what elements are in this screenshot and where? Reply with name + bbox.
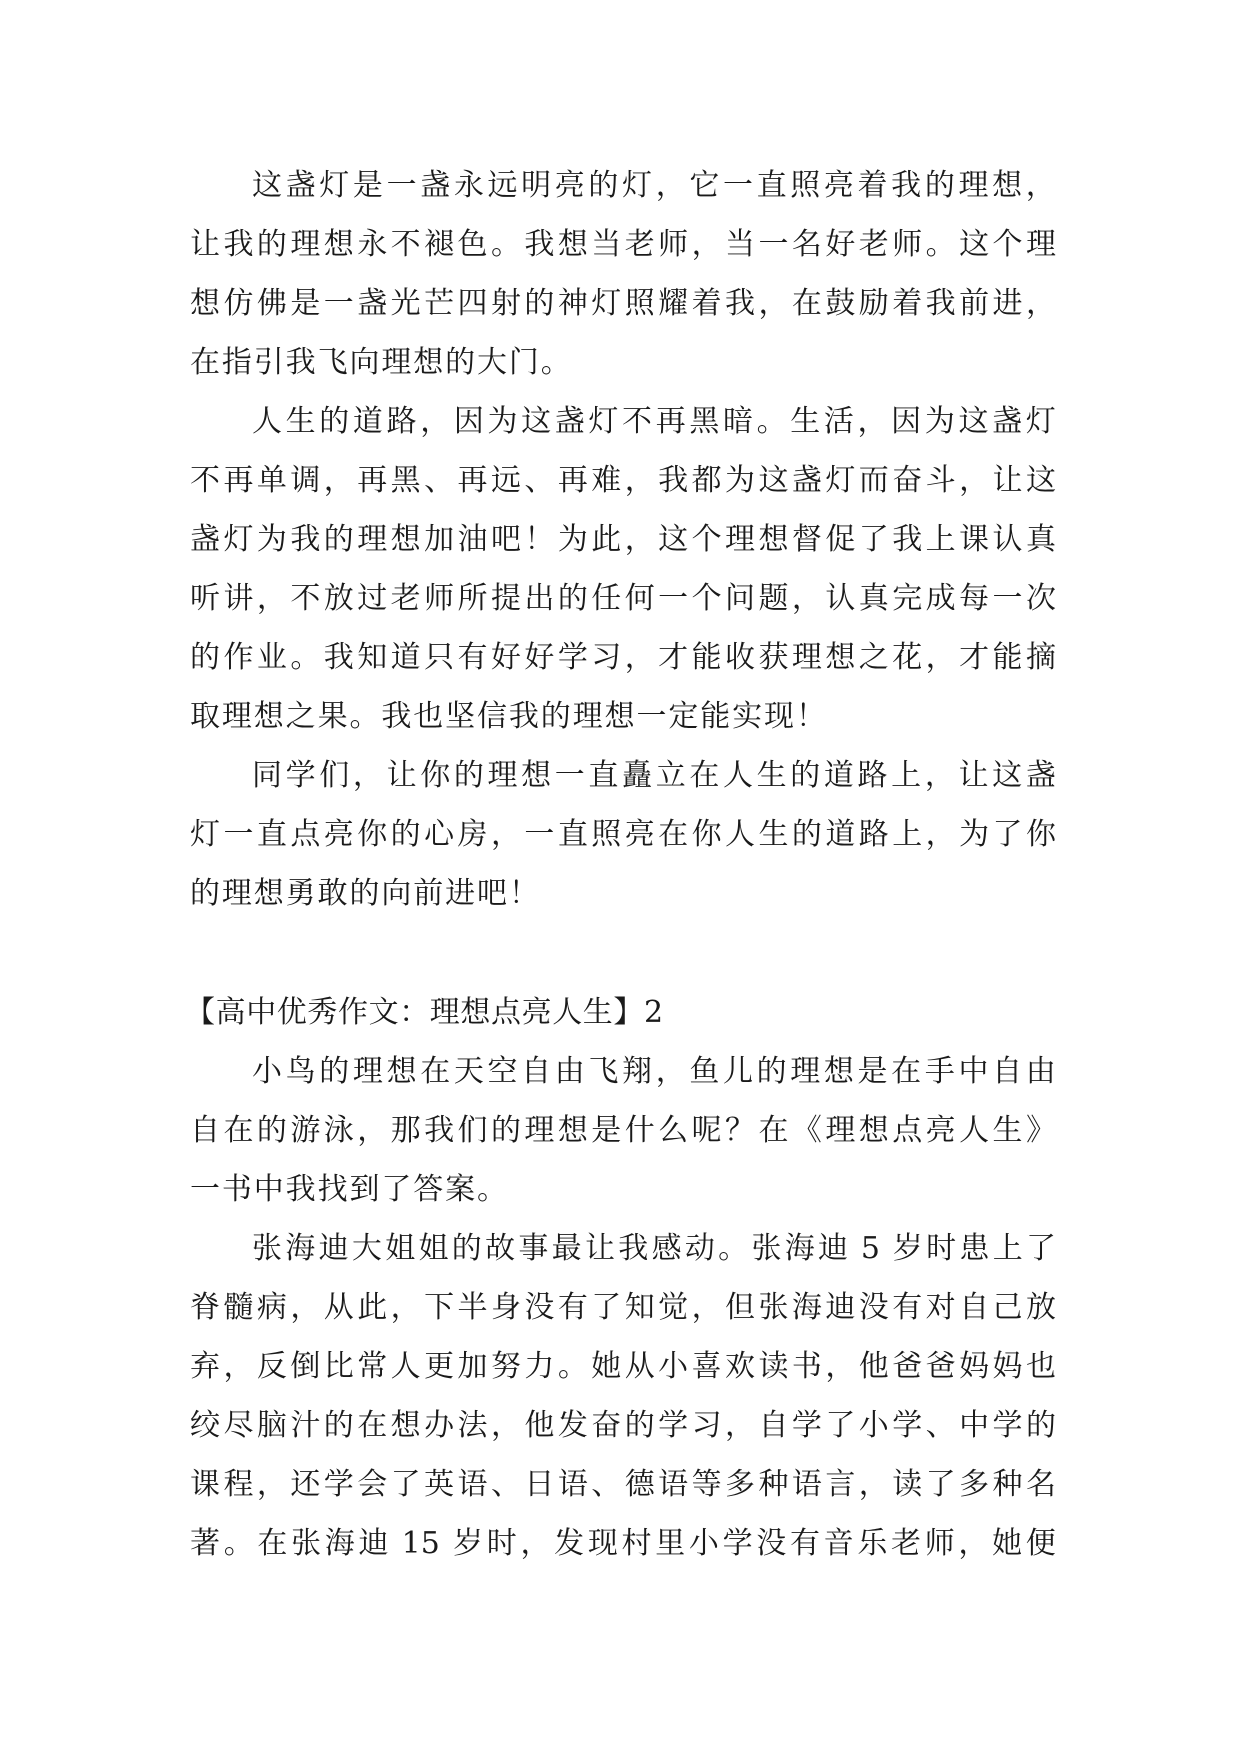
paragraph-line: 盏 灯 为 我 的 理 想 加 油 吧 ！ 为 此 ， 这 个 理 想 督 促 了 我 上 课 认 真 (190, 522, 1056, 557)
paragraph-line: 让 我 的 理 想 永 不 褪 色 。 我 想 当 老 师 ， 当 一 名 好 老 师 。 这 个 理 (190, 227, 1056, 262)
paragraph-line: 想 仿 佛 是 一 盏 光 芒 四 射 的 神 灯 照 耀 着 我 ， 在 鼓 励 着 我 前 进 ， (190, 286, 1056, 321)
paragraph-line: 在 指 引 我 飞 向 理 想 的 大 门 。 (190, 345, 571, 380)
paragraph-line: 自 在 的 游 泳 ， 那 我 们 的 理 想 是 什 么 呢 ？ 在 《 理 想 点 亮 人 生 》 (190, 1113, 1056, 1148)
paragraph-line: 灯 一 直 点 亮 你 的 心 房 ， 一 直 照 亮 在 你 人 生 的 道 路 上 ， 为 了 你 (190, 817, 1056, 852)
paragraph-line: 取 理 想 之 果 。 我 也 坚 信 我 的 理 想 一 定 能 实 现 ！ (190, 699, 826, 734)
paragraph-line: 一 书 中 我 找 到 了 答 案 。 (190, 1172, 508, 1207)
paragraph-line: 同 学 们 ， 让 你 的 理 想 一 直 矗 立 在 人 生 的 道 路 上 ， 让 这 盏 (252, 758, 1056, 793)
paragraph-line: 这 盏 灯 是 一 盏 永 远 明 亮 的 灯 ， 它 一 直 照 亮 着 我 的 理 想 ， (252, 168, 1056, 203)
paragraph-line: 绞 尽 脑 汁 的 在 想 办 法 ， 他 发 奋 的 学 习 ， 自 学 了 小 学 、 中 学 的 (190, 1408, 1056, 1443)
paragraph-line: 著 。 在 张 海 迪 15 岁 时 ， 发 现 村 里 小 学 没 有 音 乐 老 师 ， 她 便 (190, 1526, 1056, 1561)
paragraph-line: 的 作 业 。 我 知 道 只 有 好 好 学 习 ， 才 能 收 获 理 想 之 花 ， 才 能 摘 (190, 640, 1056, 675)
paragraph-line: 人 生 的 道 路 ， 因 为 这 盏 灯 不 再 黑 暗 。 生 活 ， 因 为 这 盏 灯 (252, 404, 1056, 439)
section-heading: 【高中优秀作文：理想点亮人生】2 (185, 995, 664, 1030)
paragraph-line: 课 程 ， 还 学 会 了 英 语 、 日 语 、 德 语 等 多 种 语 言 ， 读 了 多 种 名 (190, 1467, 1056, 1502)
paragraph-line: 的 理 想 勇 敢 的 向 前 进 吧 ！ (190, 876, 539, 911)
paragraph-line: 张 海 迪 大 姐 姐 的 故 事 最 让 我 感 动 。 张 海 迪 5 岁 时 患 上 了 (252, 1231, 1056, 1266)
paragraph-line: 不 再 单 调 ， 再 黑 、 再 远 、 再 难 ， 我 都 为 这 盏 灯 而 奋 斗 ， 让 这 (190, 463, 1056, 498)
paragraph-line: 弃 ， 反 倒 比 常 人 更 加 努 力 。 她 从 小 喜 欢 读 书 ， 他 爸 爸 妈 妈 也 (190, 1349, 1056, 1384)
paragraph-line: 脊 髓 病 ， 从 此 ， 下 半 身 没 有 了 知 觉 ， 但 张 海 迪 没 有 对 自 己 放 (190, 1290, 1056, 1325)
paragraph-line: 听 讲 ， 不 放 过 老 师 所 提 出 的 任 何 一 个 问 题 ， 认 真 完 成 每 一 次 (190, 581, 1056, 616)
paragraph-line: 小 鸟 的 理 想 在 天 空 自 由 飞 翔 ， 鱼 儿 的 理 想 是 在 手 中 自 由 (252, 1054, 1056, 1089)
